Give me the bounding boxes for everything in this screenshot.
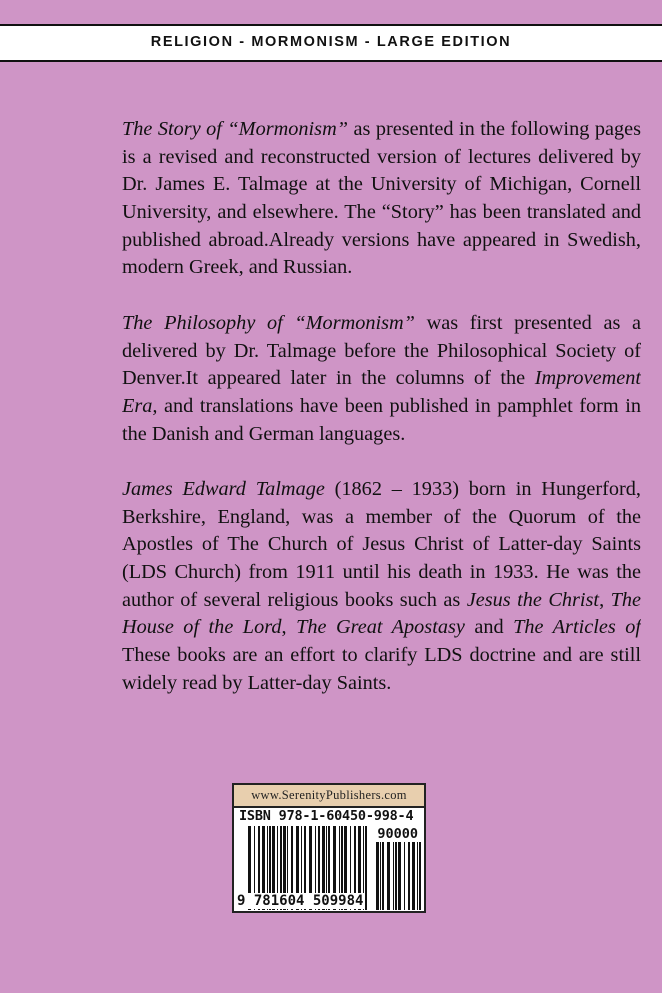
text-line	[122, 531, 641, 559]
text-segment: and	[464, 616, 514, 639]
italic-title: The	[610, 588, 641, 611]
text-segment: widely read by Latter-day Saints.	[122, 671, 392, 694]
text-segment: published abroad.Already versions have appeared in Swedish,	[122, 228, 641, 251]
barcode-bar	[395, 842, 397, 910]
italic-title: The Philosophy of “Mormonism”	[122, 312, 415, 334]
barcode-bar	[382, 842, 384, 910]
text-segment: delivered by Dr. Talmage before the Philosophical Society of	[122, 339, 641, 362]
isbn-number: ISBN 978-1-60450-998-4	[239, 808, 414, 824]
text-line	[122, 116, 641, 144]
text-line	[122, 504, 641, 532]
text-segment: Apostles of The Church of Jesus Christ of Latter-day Saints	[122, 533, 641, 556]
text-line	[122, 171, 641, 199]
text-line	[122, 642, 641, 670]
text-line	[122, 614, 641, 642]
italic-title: The Great Apostasy	[296, 616, 465, 639]
italic-title: The Story of “Mormonism”	[122, 118, 348, 140]
price-addon: 90000	[377, 826, 418, 842]
barcode-bar	[408, 842, 410, 910]
text-line	[122, 421, 641, 449]
text-line	[122, 227, 641, 255]
barcode-bar	[393, 842, 394, 910]
category-label: RELIGION - MORMONISM - LARGE EDITION	[150, 34, 512, 50]
barcode-digits: 9 781604 509984	[237, 893, 364, 909]
italic-title: The Articles of	[513, 616, 641, 639]
text-line	[122, 393, 641, 421]
text-line	[122, 365, 641, 393]
italic-title: Jesus the Christ	[466, 588, 600, 611]
text-segment: was first presented as a	[426, 312, 641, 334]
text-segment: author of several religious books such as	[122, 588, 467, 611]
italic-title: Era,	[122, 395, 158, 418]
text-segment: Berkshire, England, was a member of the Quorum of the	[122, 505, 641, 528]
barcode-bar	[404, 842, 405, 910]
text-line	[122, 254, 641, 282]
category-band	[0, 24, 662, 62]
text-line	[122, 587, 641, 615]
text-segment: is a revised and reconstructed version of lectures delivered by	[122, 145, 641, 168]
text-segment: University, and elsewhere. The “Story” has been translated and	[122, 201, 641, 224]
text-segment: ,	[281, 616, 297, 639]
text-segment: as presented in the following pages	[348, 118, 641, 140]
italic-title: House of the Lord	[122, 616, 282, 639]
text-segment: Denver.It appeared later in the columns of the	[122, 367, 535, 390]
italic-title: Improvement	[534, 367, 641, 390]
barcode-bar	[387, 842, 390, 910]
barcode-bar	[419, 842, 421, 910]
publisher-url: www.SerenityPublishers.com	[234, 785, 424, 808]
text-line	[122, 559, 641, 587]
text-segment: the Danish and German languages.	[122, 422, 406, 445]
paragraph-3	[122, 476, 641, 698]
paragraph-2	[122, 310, 641, 448]
text-segment: and translations have been published in pamphlet form in	[157, 395, 641, 418]
paragraph-1	[122, 116, 641, 282]
text-segment: (1862 – 1933) born in Hungerford,	[324, 478, 641, 500]
text-segment: ,	[599, 588, 611, 611]
isbn-barcode	[232, 783, 426, 913]
text-line	[122, 144, 641, 172]
barcode-bar	[376, 842, 379, 910]
barcode-bar	[380, 842, 381, 910]
barcode-bar	[398, 842, 401, 910]
text-line	[122, 670, 641, 698]
barcode-bar	[417, 842, 418, 910]
text-line	[122, 338, 641, 366]
text-segment: These books are an effort to clarify LDS doctrine and are still	[122, 644, 641, 667]
text-segment: Dr. James E. Talmage at the University of Michigan, Cornell	[122, 173, 641, 196]
text-line	[122, 310, 641, 338]
text-segment: (LDS Church) from 1911 until his death in 1933. He was the	[122, 561, 641, 584]
barcode-bar	[412, 842, 415, 910]
text-line	[122, 199, 641, 227]
italic-title: James Edward Talmage	[122, 478, 325, 500]
text-line	[122, 476, 641, 504]
text-segment: modern Greek, and Russian.	[122, 256, 353, 279]
